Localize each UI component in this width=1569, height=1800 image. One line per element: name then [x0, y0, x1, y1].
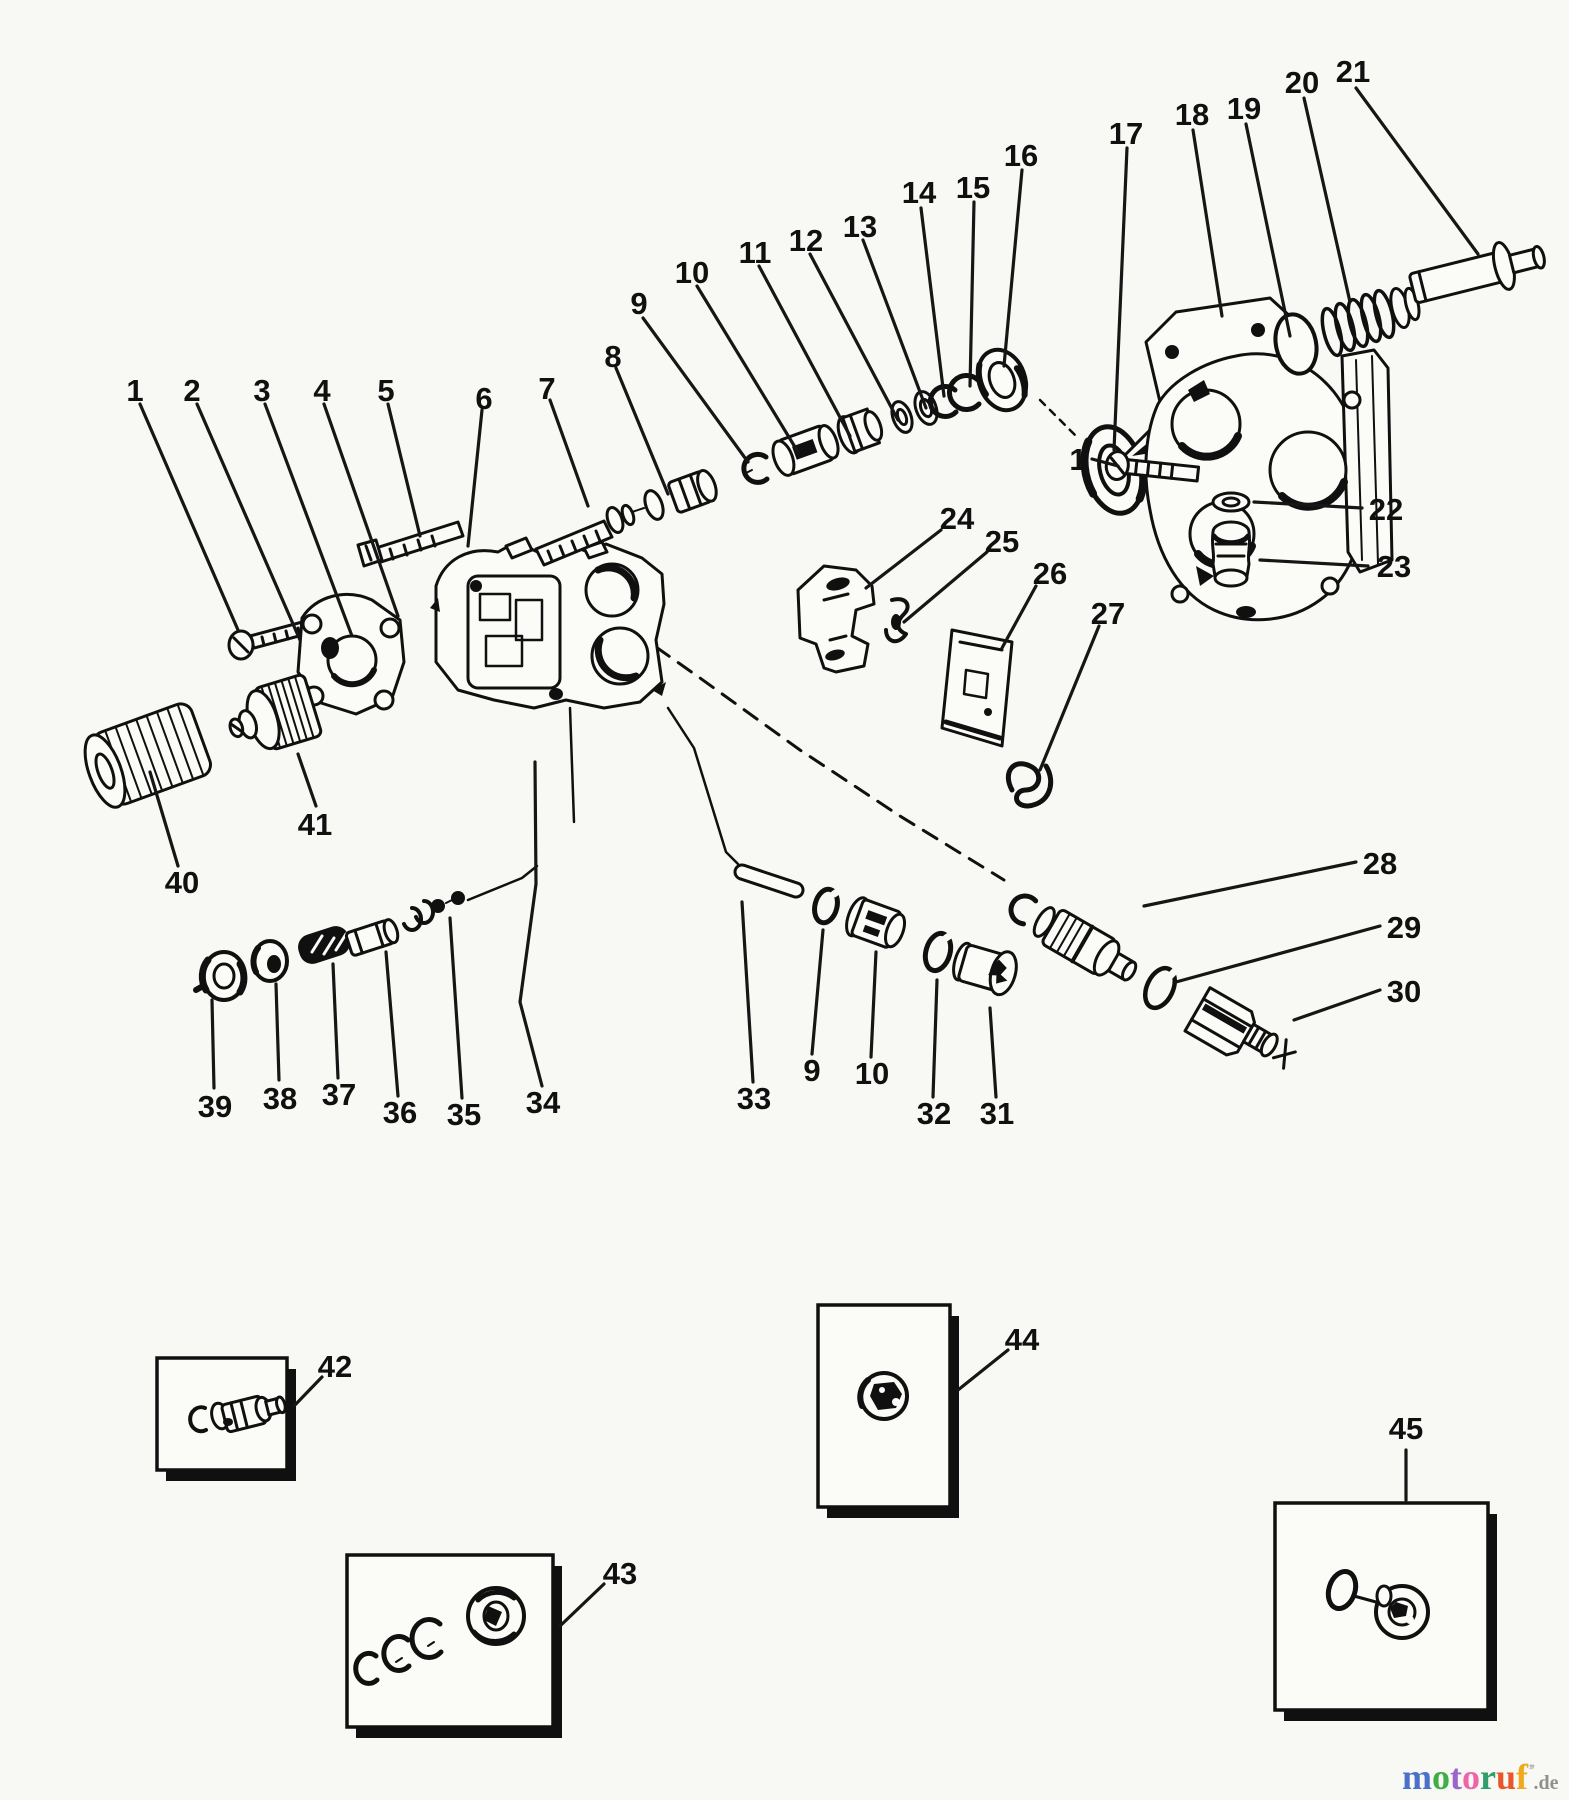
leader-5 — [388, 404, 420, 536]
callout-11: 11 — [738, 235, 772, 270]
leader-34 — [520, 762, 542, 1086]
callout-26: 26 — [1032, 556, 1068, 591]
leader-38 — [276, 984, 279, 1080]
callout-27: 27 — [1090, 596, 1126, 631]
callout-8: 8 — [604, 339, 622, 374]
leader-16 — [1004, 170, 1022, 366]
logo-letter: r — [1480, 1757, 1496, 1797]
callout-10-top: 10 — [674, 255, 710, 290]
callout-22: 22 — [1368, 492, 1404, 527]
callout-1-right: 1 — [1069, 442, 1087, 477]
unloader-valve-train — [1002, 886, 1301, 1084]
leader-30 — [1294, 990, 1380, 1020]
callout-39: 39 — [197, 1089, 233, 1124]
leader-32 — [933, 980, 937, 1097]
callout-31: 31 — [979, 1096, 1015, 1131]
leader-24 — [866, 530, 941, 588]
callout-35: 35 — [446, 1097, 482, 1132]
callout-28: 28 — [1362, 846, 1398, 881]
leader-31 — [990, 1008, 996, 1097]
callout-19: 19 — [1226, 91, 1262, 126]
leader-3 — [265, 404, 352, 636]
callout-40: 40 — [164, 865, 200, 900]
leader-14 — [921, 208, 944, 396]
logo-letter: u — [1495, 1757, 1517, 1797]
kit-box-43 — [347, 1555, 553, 1727]
logo-letter: o — [1462, 1757, 1480, 1797]
leader-9-bottom — [812, 930, 823, 1054]
thermal-valve-train — [196, 891, 465, 1000]
leader-33 — [742, 902, 753, 1082]
logo-letter: m — [1402, 1757, 1432, 1797]
leader-1-left — [140, 404, 238, 630]
callout-2: 2 — [183, 373, 201, 408]
callout-9-top: 9 — [630, 286, 648, 321]
callout-24: 24 — [939, 501, 975, 536]
leader-41 — [298, 754, 316, 806]
leader-39 — [212, 1000, 214, 1088]
logo-tld: .de — [1533, 1772, 1559, 1794]
flange-plate — [298, 594, 404, 714]
callout-13: 13 — [842, 209, 878, 244]
logo-letter: t — [1450, 1757, 1462, 1797]
callout-10-bottom: 10 — [854, 1056, 890, 1091]
callout-25: 25 — [984, 524, 1020, 559]
callout-36: 36 — [382, 1095, 418, 1130]
leader-2 — [197, 404, 300, 640]
leader-35 — [450, 918, 462, 1098]
leader-26 — [1002, 586, 1036, 648]
callout-23: 23 — [1376, 549, 1412, 584]
logo-letter: f — [1516, 1757, 1529, 1797]
callout-6: 6 — [475, 381, 493, 416]
leader-6 — [468, 410, 482, 546]
knob-41 — [221, 674, 322, 760]
callout-3: 3 — [253, 373, 271, 408]
callout-labels — [126, 54, 1423, 1591]
leader-28 — [1144, 862, 1356, 906]
leader-12 — [810, 254, 898, 420]
callout-43: 43 — [602, 1556, 638, 1591]
callout-34: 34 — [525, 1085, 561, 1120]
bolt-1-left — [229, 621, 310, 659]
leader-37 — [333, 964, 338, 1078]
callout-30: 30 — [1386, 974, 1422, 1009]
callout-17: 17 — [1108, 116, 1144, 151]
leader-8 — [616, 368, 668, 494]
callout-18: 18 — [1174, 97, 1210, 132]
callout-20: 20 — [1284, 65, 1320, 100]
callout-21: 21 — [1335, 54, 1371, 89]
callout-12: 12 — [788, 223, 824, 258]
callout-5: 5 — [377, 373, 395, 408]
leader-20 — [1304, 98, 1350, 302]
leader-29 — [1176, 926, 1380, 982]
callout-37: 37 — [321, 1077, 357, 1112]
leader-17 — [1114, 148, 1127, 450]
leader-21 — [1356, 88, 1478, 254]
callout-1-left: 1 — [126, 373, 144, 408]
leader-18 — [1193, 130, 1222, 316]
check-valve-train — [742, 872, 1021, 998]
leader-10-bottom — [871, 952, 876, 1057]
callout-44: 44 — [1004, 1322, 1040, 1357]
callout-29: 29 — [1386, 910, 1422, 945]
callout-32: 32 — [916, 1096, 952, 1131]
callout-9-bottom: 9 — [803, 1053, 821, 1088]
callout-7: 7 — [538, 371, 556, 406]
leader-36 — [386, 952, 398, 1096]
callout-33: 33 — [736, 1081, 772, 1116]
motoruf-logo[interactable] — [1402, 1752, 1558, 1800]
callout-45: 45 — [1388, 1411, 1424, 1446]
callout-14: 14 — [901, 175, 937, 210]
leader-9-top — [643, 318, 748, 462]
clamp-parts — [798, 566, 1051, 806]
leader-15 — [970, 202, 974, 386]
callout-42: 42 — [317, 1349, 353, 1384]
leader-44 — [958, 1350, 1008, 1390]
ribbed-cap-40 — [77, 701, 214, 813]
callout-38: 38 — [262, 1081, 298, 1116]
leader-4 — [324, 404, 398, 616]
leader-25 — [904, 552, 987, 622]
leader-13 — [863, 240, 926, 408]
callout-4: 4 — [313, 373, 331, 408]
callout-15: 15 — [955, 170, 991, 205]
leader-27 — [1040, 626, 1099, 770]
leader-43 — [560, 1584, 604, 1626]
leader-7 — [550, 400, 588, 506]
logo-letter: o — [1432, 1757, 1450, 1797]
callout-16: 16 — [1003, 138, 1039, 173]
logo-marks: ’’ — [1528, 1762, 1534, 1779]
callout-41: 41 — [297, 807, 333, 842]
kit-44-parts — [860, 1373, 907, 1419]
parts-artwork — [77, 233, 1550, 1684]
